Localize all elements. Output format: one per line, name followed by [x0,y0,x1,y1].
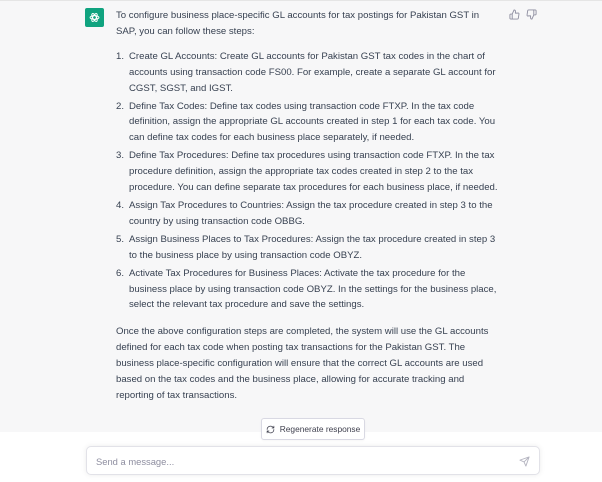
step-number: 1. [116,50,125,62]
list-item [116,99,502,147]
thumbs-up-icon[interactable] [509,9,520,20]
step-number: 6. [116,267,125,279]
feedback-buttons [509,9,537,20]
list-item [116,232,502,264]
list-item [116,49,502,97]
step-number: 3. [116,150,125,162]
regenerate-label: Regenerate response [279,424,361,434]
list-item [116,266,502,314]
step-text: Assign Tax Procedures to Countries: Assign the tax procedure created in step 3 to the country by using transaction code OBBG. [129,199,493,227]
send-button[interactable] [519,456,530,467]
openai-logo-icon [85,8,104,27]
refresh-icon [266,425,275,434]
step-text: Assign Business Places to Tax Procedures: Assign the tax procedure created in step 3 to the business place by using transaction code OBYZ. [129,233,496,261]
thumbs-down-icon[interactable] [526,9,537,20]
step-text: Create GL Accounts: Create GL accounts for Pakistan GST tax codes in the chart of accounts using transaction code FS00. For example, create a separate GL account for CGST, SGST, and IGST. [129,50,496,94]
step-number: 4. [116,199,125,211]
send-icon [519,456,530,467]
message-content [116,8,502,404]
step-number: 5. [116,233,125,245]
step-number: 2. [116,100,125,112]
regenerate-button[interactable] [261,418,365,440]
openai-logo-svg [88,11,101,24]
outro-text: Once the above configuration steps are completed, the system will use the GL accounts defined for each tax code when posting tax transactions for the Pakistan GST. The business place-specific configuration will ensure that the correct GL accounts are used based on the tax codes and the business place, allowing for accurate tracking and reporting of tax transactions. [116,326,489,401]
intro-text: To configure business place-specific GL accounts for tax postings for Pakistan GST in SAP, you can follow these steps: [116,10,480,37]
message-input[interactable] [96,453,496,469]
message-composer [86,446,540,475]
step-text: Define Tax Procedures: Define tax procedures using transaction code FTXP. In the tax procedure definition, assign the appropriate tax codes created in step 2 to the tax procedure. You can define separate tax procedures for each business place, if needed. [129,150,498,194]
step-text: Activate Tax Procedures for Business Places: Activate the tax procedure for the business place by using transaction code OBYZ. In the settings for the business place, select the relevant tax procedure and save the settings. [129,267,497,311]
list-item [116,198,502,230]
list-item [116,148,502,196]
steps-list [116,49,502,314]
step-text: Define Tax Codes: Define tax codes using transaction code FTXP. In the tax code definition, assign the appropriate GL accounts created in step 1 for each tax code. You can define tax codes for each business place separately, if needed. [129,100,496,144]
